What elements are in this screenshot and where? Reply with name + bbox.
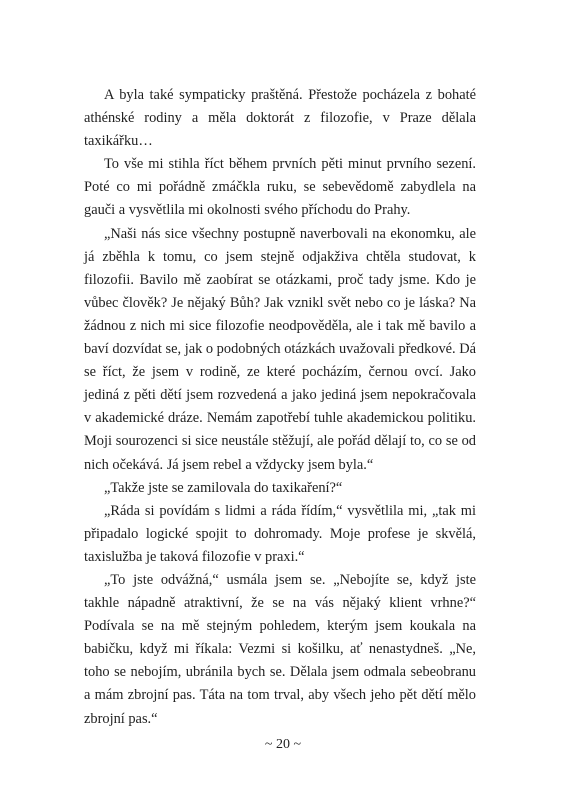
body-text <box>84 84 476 731</box>
paragraph-3: „Naši nás sice všechny postupně naverbovali na ekonomku, ale já zběhla k tomu, co jsem stejně odjakživa chtěla studovat, k filozofii. Bavilo mě zaobírat se otázkami, proč tady jsme. Kdo je vůbec člověk? Je nějaký Bůh? Jak vznikl svět nebo co je láska? Na žádnou z nich mi sice filozofie neodpověděla, ale i tak mě bavilo a baví dozvídat se, jak o podobných otázkách uvažovali předkové. Dá se říct, že jsem v rodině, ze které pocházím, černou ovcí. Jako jediná z pěti dětí jsem rozvedená a jako jediná jsem nepokračovala v akademické dráze. Nemám zapotřebí tuhle akademickou politiku. Moji sourozenci si sice neustále stěžují, ale pořád dělají to, co se od nich očekává. Já jsem rebel a vždycky jsem byla.“ <box>84 225 477 473</box>
page-number: ~ 20 ~ <box>264 737 302 752</box>
paragraph-5: „Ráda si povídám s lidmi a ráda řídím,“ vysvětlila mi, „tak mi připadalo logické spojit to dohromady. Moje profese je skvělá, taxislužba je taková filozofie v praxi.“ <box>84 502 476 565</box>
paragraph-4: „Takže jste se zamilovala do taxikaření?“ <box>104 479 343 496</box>
paragraph-1: A byla také sympaticky praštěná. Přestože pocházela z bohaté athénské rodiny a měla doktorát z filozofie, v Praze dělala taxikářku… <box>84 87 476 150</box>
paragraph-6: „To jste odvážná,“ usmála jsem se. „Nebojíte se, když jste takhle nápadně atraktivní, že se na vás nějaký klient vrhne?“ Podívala se na mě stejným pohledem, kterým jsem koukala na babičku, když mi říkala: Vezmi si košilku, ať nenastydneš. „Ne, toho se nebojím, ubránila bych se. Dělala jsem odmala sebeobranu a mám zbrojní pas. Táta na tom trval, aby všech jeho pět dětí mělo zbrojní pas.“ <box>84 571 476 727</box>
paragraph-2: To vše mi stihla říct během prvních pěti minut prvního sezení. Poté co mi pořádně zmáčkla ruku, se sebevědomě zabydlela na gauči a vysvětlila mi okolnosti svého příchodu do Prahy. <box>84 156 476 219</box>
